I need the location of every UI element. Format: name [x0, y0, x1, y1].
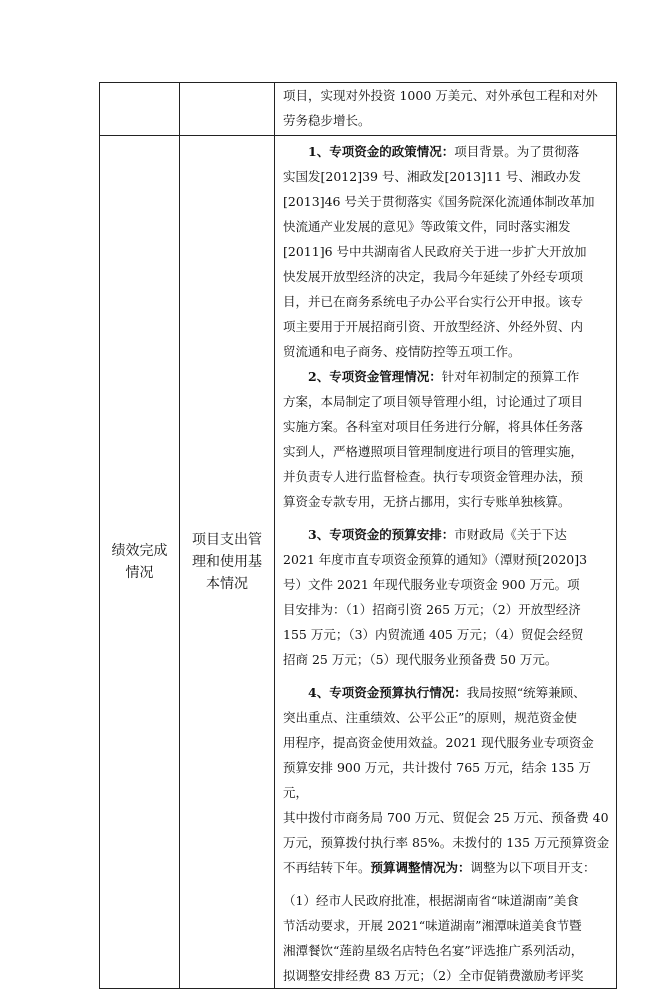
section-policy: [275, 136, 616, 364]
table-cell-empty: [180, 83, 275, 136]
table-cell-empty: [100, 83, 180, 136]
section-management-title: 2、专项资金管理情况：: [308, 369, 442, 384]
table-row: [100, 136, 617, 989]
category-label: 绩效完成 情况: [111, 543, 168, 581]
details-cell: [275, 136, 617, 989]
section-policy-title: 1、专项资金的政策情况：: [308, 144, 455, 159]
section-execution: [275, 680, 616, 880]
section-execution-title: 4、专项资金预算执行情况：: [308, 685, 467, 700]
section-management: [275, 364, 616, 514]
continued-paragraph: 项目，实现对外投资 1000 万美元、对外承包工程和对外 劳务稳步增长。: [283, 88, 598, 128]
table-row: [100, 83, 617, 136]
section-management-body: 针对年初制定的预算工作 方案，本局制定了项目领导管理小组，讨论通过了项目 实施方案。各科室对项目任务进行分解，将具体任务落 实到人，严格遵照项目管理制度进行项目的管理实施， 并负责专人进行监督检查。执行专项资金管理办法，预 算资金专款专用，无挤占挪用，实行专账单独核算。: [283, 369, 584, 509]
subcategory-cell: [180, 136, 275, 989]
table-cell-content: [275, 83, 617, 136]
section-execution-body: 我局按照“统筹兼顾、 突出重点、注重绩效、公平公正”的原则，规范资金使 用程序，提高资金使用效益。2021 现代服务业专项资金 预算安排 900 万元，共计拨付 765 万元，结余 135 万元， 其中拨付市商务局 700 万元、贸促会 25 万元、预备费 40 万元，预算拨付执行率 85%。未拨付的 135 万元预算资金 不再结转下年。: [283, 685, 610, 875]
section-budget-title: 3、专项资金的预算安排：: [308, 527, 455, 542]
section-adjust-title: 预算调整情况为：: [370, 860, 471, 875]
section-policy-body: 项目背景。为了贯彻落 实国发[2012]39 号、湘政发[2013]11 号、湘政办发 [2013]46 号关于贯彻落实《国务院深化流通体制改革加 快流通产业发展的意见》等政策文件，同时落实湘发 [2011]6 号中共湖南省人民政府关于进一步扩大开放加 快发展开放型经济的决定，我局今年延续了外经专项项 目，并已在商务系统电子办公平台实行公开申报。该专 项主要用于开展招商引资、开放型经济、外经外贸、内 贸流通和电子商务、疫情防控等五项工作。: [283, 144, 595, 359]
section-budget-body: 市财政局《关于下达 2021 年度市直专项资金预算的通知》（潭财预[2020]3 号）文件 2021 年现代服务业专项资金 900 万元。项 目安排为：（1）招商引资 265 万元；（2）开放型经济 155 万元；（3）内贸流通 405 万元；（4）贸促会经贸 招商 25 万元；（5）现代服务业预备费 50 万元。: [283, 527, 588, 667]
category-cell: [100, 136, 180, 989]
section-adjust-body: 调整为以下项目开支：: [470, 860, 596, 875]
performance-table: [99, 82, 617, 989]
section-adjust-items: （1）经市人民政府批准，根据湖南省“味道湖南”美食 节活动要求，开展 2021“味道湖南”湘潭味道美食节暨 湘潭餐饮“莲韵星级名店特色名宴”评选推广系列活动， 拟调整安排经费 83 万元；（2）全市促销费激励考评奖: [283, 893, 584, 983]
section-budget: [275, 522, 616, 672]
subcategory-label: 项目支出管 理和使用基 本情况: [192, 532, 262, 592]
